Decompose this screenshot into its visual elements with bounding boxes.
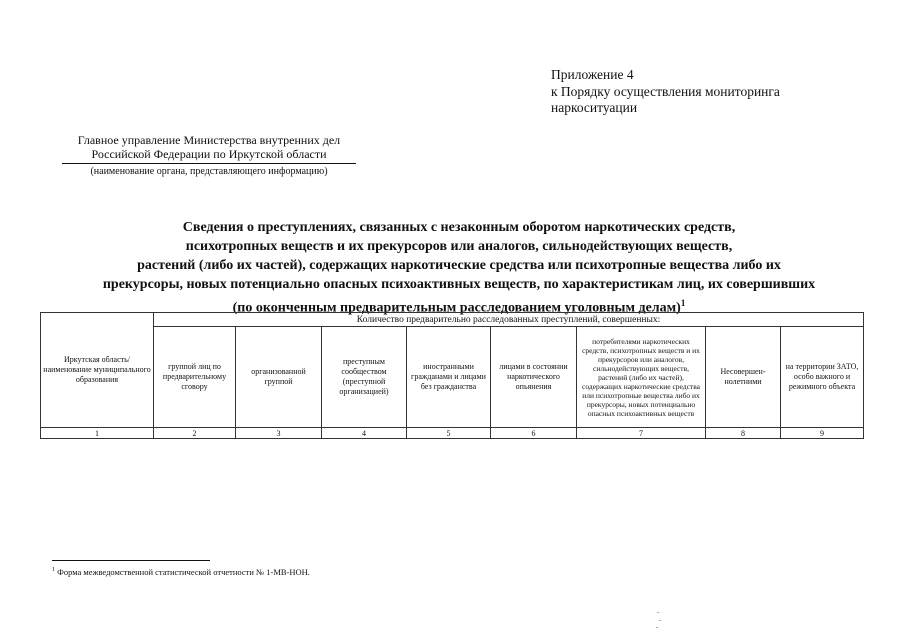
scan-speck <box>657 612 659 613</box>
column-number: 9 <box>781 428 864 439</box>
document-title <box>60 218 858 318</box>
column-number: 5 <box>407 428 491 439</box>
organization-name-line2: Российской Федерации по Иркутской области <box>62 147 356 164</box>
column-number: 1 <box>41 428 154 439</box>
organization-name-line1: Главное управление Министерства внутренних дел <box>77 133 341 147</box>
column-number: 7 <box>577 428 706 439</box>
column-number: 6 <box>491 428 577 439</box>
report-table <box>40 312 864 439</box>
appendix-block <box>551 67 881 117</box>
title-line: Сведения о преступлениях, связанных с незаконным оборотом наркотических средств, <box>182 220 736 235</box>
header-criminal-community: преступным сообществом (преступной организацией) <box>322 327 407 428</box>
header-group: Количество предварительно расследованных преступлений, совершенных: <box>154 313 864 327</box>
column-number: 8 <box>706 428 781 439</box>
appendix-line: наркоситуации <box>551 100 638 115</box>
header-organized-group: организованной группой <box>236 327 322 428</box>
header-region: Иркутская область/ наименование муниципального образования <box>41 313 154 428</box>
title-footnote-mark: 1 <box>680 298 686 308</box>
header-drug-users: потребителями наркотических средств, психотропных веществ и их прекурсоров или аналогов, сильнодействующих веществ, растений (либо их частей), содержащих наркотические средства или психотропные вещества либо их прекурсоры, новых потенциально опасных психоактивных веществ <box>577 327 706 428</box>
title-line: (по оконченным предварительным расследованием уголовным делам) <box>232 300 681 316</box>
header-by-group-conspiracy: группой лиц по предварительному сговору <box>154 327 236 428</box>
organization-block <box>58 133 360 178</box>
header-foreign-citizens: иностранными гражданами и лицами без гражданства <box>407 327 491 428</box>
appendix-line: к Порядку осуществления мониторинга <box>551 83 780 99</box>
header-zato-territory: на территории ЗАТО, особо важного и режимного объекта <box>781 327 864 428</box>
appendix-line: Приложение 4 <box>551 67 634 82</box>
column-number: 4 <box>322 428 407 439</box>
scan-speck <box>656 627 658 628</box>
column-number: 3 <box>236 428 322 439</box>
footnote-text: Форма межведомственной статистической отчетности № 1-МВ-НОН. <box>57 567 310 577</box>
title-line: прекурсоры, новых потенциально опасных психоактивных веществ, по характеристикам лиц, их совершивших <box>102 277 816 292</box>
column-number: 2 <box>154 428 236 439</box>
footnote <box>52 567 310 577</box>
scan-speck <box>659 620 661 621</box>
header-intoxicated: лицами в состоянии наркотического опьянения <box>491 327 577 428</box>
footnote-divider <box>52 560 210 561</box>
organization-caption: (наименование органа, представляющего информацию) <box>90 166 328 177</box>
title-line: психотропных веществ и их прекурсоров или аналогов, сильнодействующих веществ, <box>185 239 733 254</box>
title-line: растений (либо их частей), содержащих наркотические средства или психотропные вещества либо их <box>137 258 781 273</box>
header-minors: Несовершен-нолетними <box>706 327 781 428</box>
footnote-mark: 1 <box>52 567 55 574</box>
